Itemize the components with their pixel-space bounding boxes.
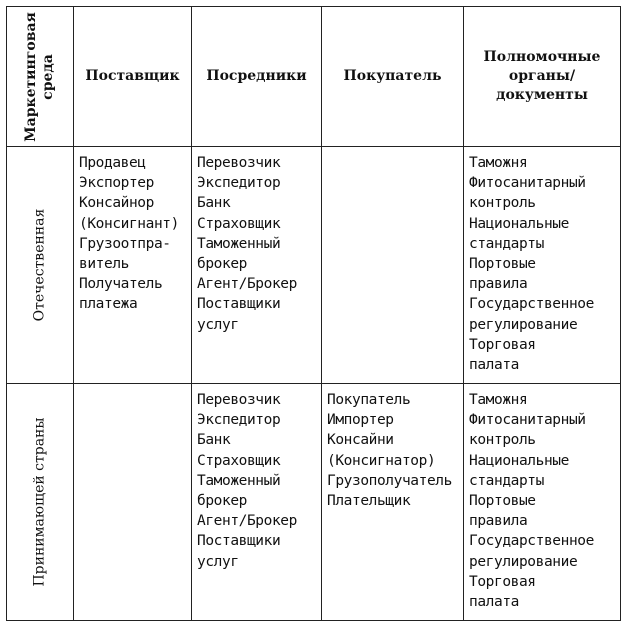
header-row <box>7 7 621 147</box>
header-buyer: Покупатель <box>322 7 464 147</box>
table-row-host-country <box>7 384 621 621</box>
host-authorities-cell: Таможня Фитосанитарный контроль Национальные стандарты Портовые правила Государственное регулирование Торговая палата <box>464 384 621 621</box>
host-supplier-cell <box>74 384 192 621</box>
domestic-buyer-cell <box>322 147 464 384</box>
header-supplier: Поставщик <box>74 7 192 147</box>
header-corner-line2: среда <box>40 53 56 100</box>
table-row-domestic <box>7 147 621 384</box>
row-label-domestic <box>7 147 74 384</box>
domestic-intermediaries-cell: Перевозчик Экспедитор Банк Страховщик Таможенный брокер Агент/Брокер Поставщики услуг <box>192 147 322 384</box>
environment-label: Принимающей страны <box>31 417 48 587</box>
header-corner-line1: Маркетинговая <box>23 11 39 142</box>
domestic-supplier-cell: Продавец Экспортер Консайнор (Консигнант) Грузоотпра- витель Получатель платежа <box>74 147 192 384</box>
environment-label: Отечественная <box>31 208 48 322</box>
header-intermediaries: Посредники <box>192 7 322 147</box>
domestic-authorities-cell: Таможня Фитосанитарный контроль Национальные стандарты Портовые правила Государственное регулирование Торговая палата <box>464 147 621 384</box>
marketing-environment-table <box>6 6 621 621</box>
row-label-host-country <box>7 384 74 621</box>
host-intermediaries-cell: Перевозчик Экспедитор Банк Страховщик Таможенный брокер Агент/Брокер Поставщики услуг <box>192 384 322 621</box>
header-marketing-environment <box>7 7 74 147</box>
header-authorities: Полномочные органы/ документы <box>464 7 621 147</box>
host-buyer-cell: Покупатель Импортер Консайни (Консигнатор) Грузополучатель Плательщик <box>322 384 464 621</box>
